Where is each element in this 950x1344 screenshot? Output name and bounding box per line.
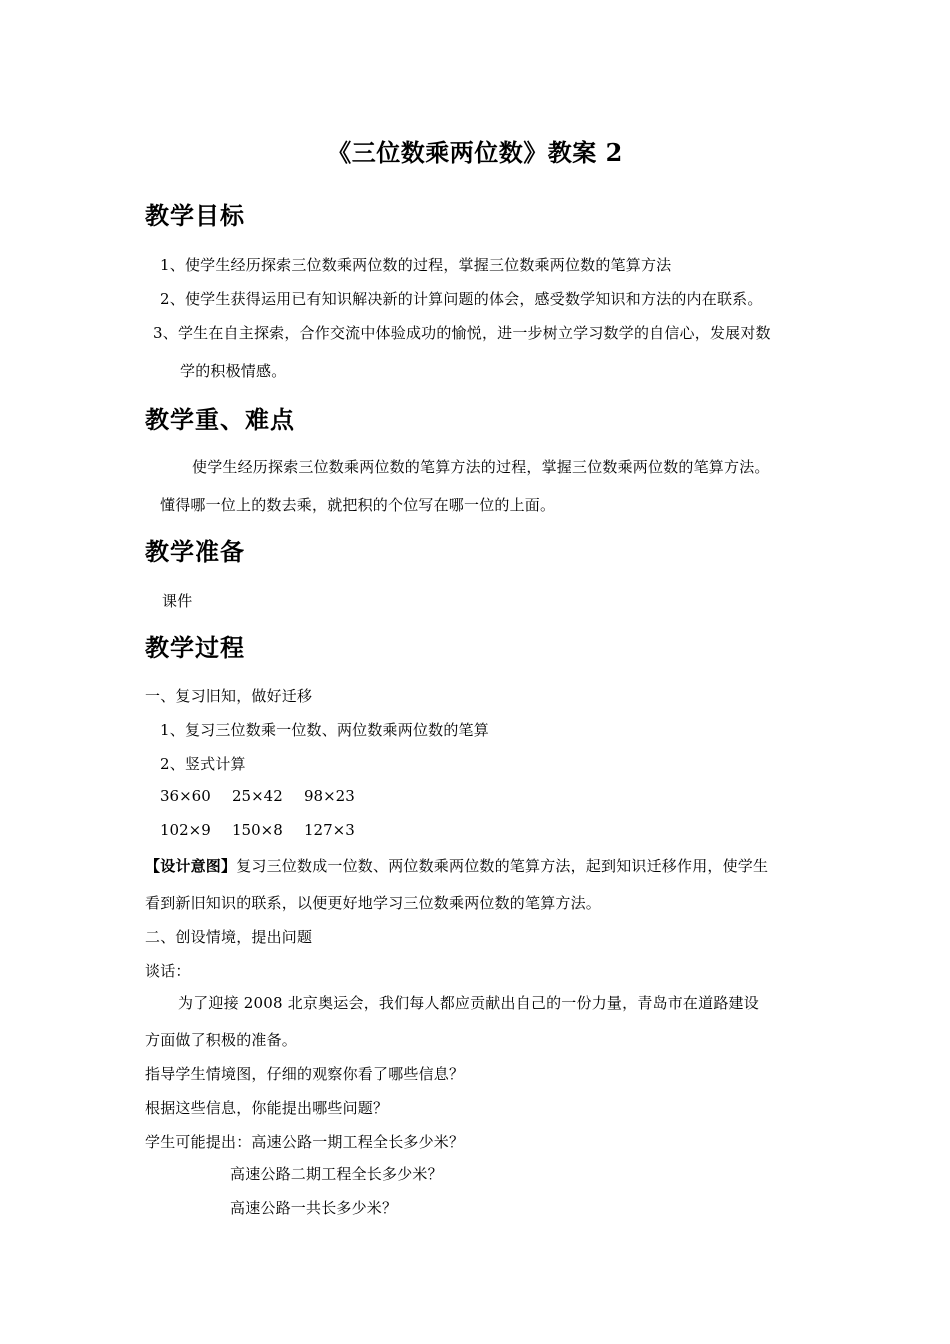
talk-line-1: 为了迎接 2008 北京奥运会，我们每人都应贡献出自己的一份力量，青岛市在道路建设 [178,994,759,1012]
question-2: 高速公路二期工程全长多少米？ [230,1165,443,1183]
calc-item: 98×23 [304,787,355,805]
preparation-text: 课件 [162,592,193,610]
design-intent-label: 【设计意图】 [145,857,237,875]
goal-item-2: 2、使学生获得运用已有知识解决新的计算问题的体会，感受数学知识和方法的内在联系。 [160,290,763,308]
calc-row-2 [160,821,355,839]
heading-goals: 教学目标 [145,201,245,230]
document-title: 《三位数乘两位数》教案 2 [327,138,623,167]
heading-process: 教学过程 [145,633,245,662]
calc-item: 102×9 [160,821,211,839]
design-intent-line-1 [145,855,768,876]
heading-key-points: 教学重、难点 [145,405,295,434]
calc-item: 150×8 [232,821,283,839]
key-points-line-1: 使学生经历探索三位数乘两位数的笔算方法的过程，掌握三位数乘两位数的笔算方法。 [192,458,770,476]
calc-item: 25×42 [232,787,283,805]
key-points-line-2: 懂得哪一位上的数去乘，就把积的个位写在哪一位的上面。 [160,496,556,514]
process-part1-item1: 1、复习三位数乘一位数、两位数乘两位数的笔算 [160,721,489,739]
calc-item: 36×60 [160,787,211,805]
design-intent-line-2: 看到新旧知识的联系，以便更好地学习三位数乘两位数的笔算方法。 [145,894,602,912]
goal-item-1: 1、使学生经历探索三位数乘两位数的过程，掌握三位数乘两位数的笔算方法 [160,256,672,274]
talk-line-2: 方面做了积极的准备。 [145,1031,298,1049]
process-part1-item2: 2、竖式计算 [160,755,246,773]
process-part2-title: 二、创设情境，提出问题 [145,928,313,946]
ask-line: 根据这些信息，你能提出哪些问题？ [145,1099,389,1117]
goal-item-3-cont: 学的积极情感。 [180,362,287,380]
question-1: 学生可能提出：高速公路一期工程全长多少米？ [145,1133,465,1151]
calc-row-1 [160,787,355,805]
talk-label: 谈话： [145,962,191,980]
goal-item-3: 3、学生在自主探索，合作交流中体验成功的愉悦，进一步树立学习数学的自信心，发展对数 [153,324,771,342]
question-3: 高速公路一共长多少米？ [230,1199,398,1217]
guide-line: 指导学生情境图，仔细的观察你看了哪些信息？ [145,1065,465,1083]
heading-preparation: 教学准备 [145,537,245,566]
design-intent-text: 复习三位数成一位数、两位数乘两位数的笔算方法，起到知识迁移作用，使学生 [236,857,769,875]
calc-item: 127×3 [304,821,355,839]
process-part1-title: 一、复习旧知，做好迁移 [145,687,313,705]
